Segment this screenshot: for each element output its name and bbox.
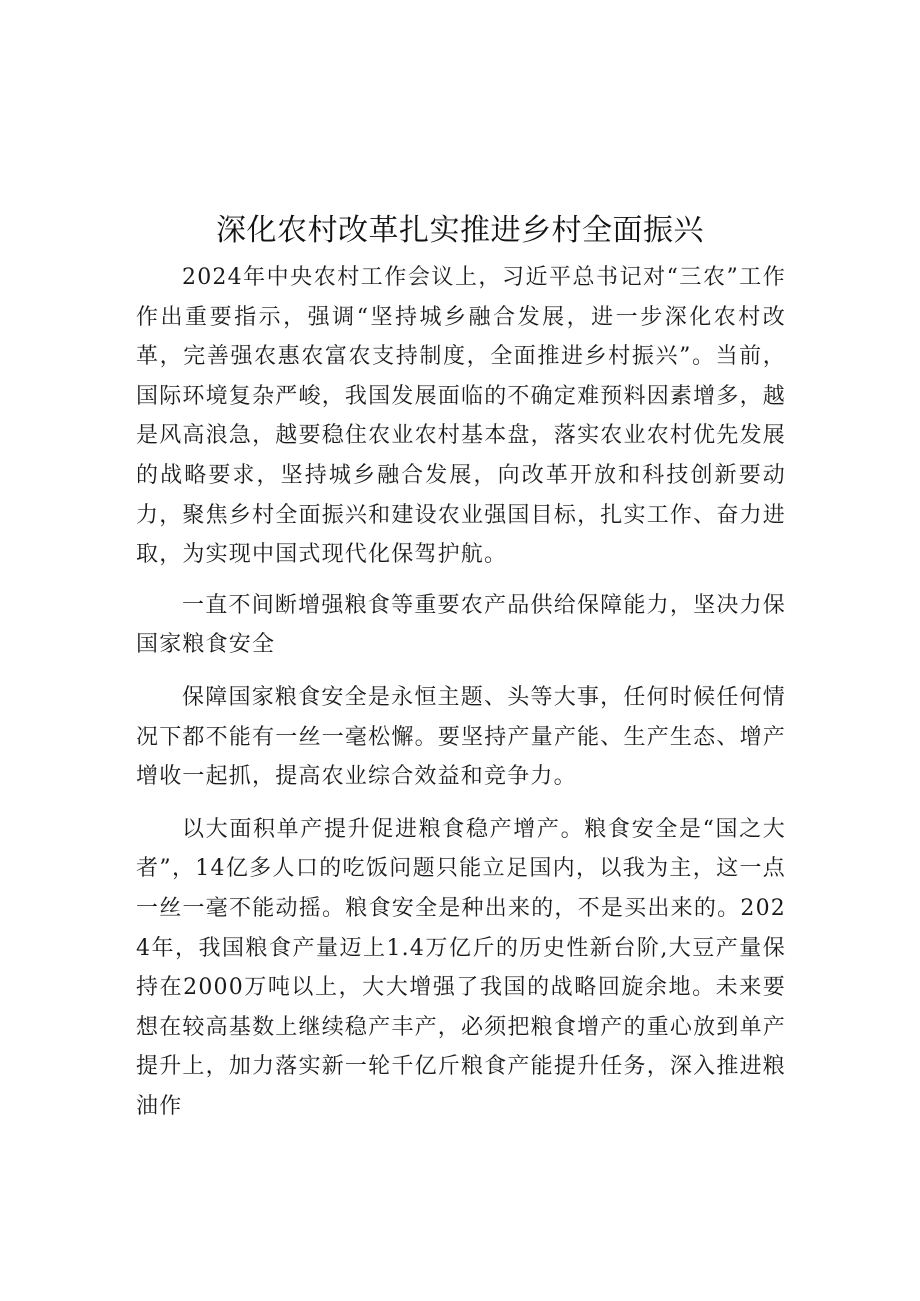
paragraph-food-security: 保障国家粮食安全是永恒主题、头等大事，任何时候任何情况下都不能有一丝一毫松懈。要坚持产量产能、生产生态、增产增收一起抓，提高农业综合效益和竞争力。	[136, 684, 786, 790]
document-body	[136, 258, 786, 1126]
document-title: 深化农村改革扎实推进乡村全面振兴	[216, 213, 704, 248]
section-heading: 一直不间断增强粮食等重要农产品供给保障能力，坚决力保国家粮食安全	[136, 592, 786, 658]
paragraph-intro: 2024年中央农村工作会议上，习近平总书记对“三农”工作作出重要指示，强调“坚持城乡融合发展，进一步深化农村改革，完善强农惠农富农支持制度，全面推进乡村振兴”。当前，国际环境复杂严峻，我国发展面临的不确定难预料因素增多，越是风高浪急，越要稳住农业农村基本盘，落实农业农村优先发展的战略要求，坚持城乡融合发展，向改革开放和科技创新要动力，聚焦乡村全面振兴和建设农业强国目标，扎实工作、奋力进取，为实现中国式现代化保驾护航。	[136, 265, 786, 568]
paragraph-yield: 以大面积单产提升促进粮食稳产增产。粮食安全是“国之大者”，14亿多人口的吃饭问题只能立足国内，以我为主，这一点一丝一毫不能动摇。粮食安全是种出来的，不是买出来的。2024年，我国粮食产量迈上1.4万亿斤的历史性新台阶,大豆产量保持在2000万吨以上，大大增强了我国的战略回旋余地。未来要想在较高基数上继续稳产丰产，必须把粮食增产的重心放到单产提升上，加力落实新一轮千亿斤粮食产能提升任务，深入推进粮油作	[136, 816, 786, 1119]
